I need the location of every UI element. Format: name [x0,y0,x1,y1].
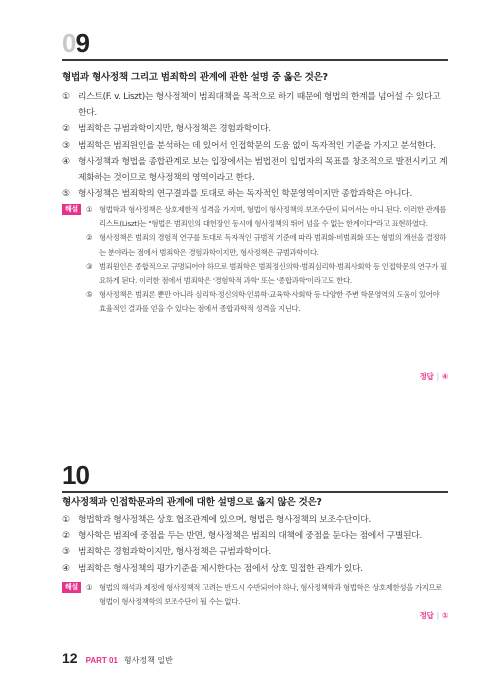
option-10-3: ③ 범죄학은 경험과학이지만, 형사정책은 규범과학이다. [62,547,271,558]
explanation-item: ① 형법의 해석과 제정에 형사정책적 고려는 반드시 수반되어야 하나, 형사정책학과 형법학은 상호제한성을 가지므로 형법이 형사정책학의 보조수단이 될 수는 없다. [86,583,443,607]
option-9-5: ⑤ 형사정책은 범죄학의 연구결과를 토대로 하는 독자적인 학문영역이지만 종합과학은 아니다. [62,189,412,200]
option-9-3: ③ 범죄학은 범죄원인을 분석하는 데 있어서 인접학문의 도움 없이 독자적인 기준을 가지고 분석한다. [62,140,436,151]
explanation-10 [62,581,448,609]
option-10-4: ④ 범죄학은 형사정책의 평가기준을 제시한다는 점에서 상호 밀접한 관계가 있다. [62,563,363,574]
explanation-item: ③ 범죄원인은 종합적으로 규명되어야 하므로 범죄학은 범죄정신의학·범죄심리학·범죄사회학 등 인접학문의 연구가 필요하게 된다. 이러한 점에서 범죄학은 '경험학적 과학' 또는 '종합과학'이라고도 한다. [86,261,447,286]
explanation-tag: 해설 [62,582,81,593]
answer-10: 정답 | ① [419,611,448,620]
options-list-10 [62,512,448,577]
question-divider [62,491,448,493]
explanation-item: ① 형법학과 형사정책은 상호제한적 성격을 가지며, 형법이 형사정책의 보조수단이 되어서는 아니 된다. 이러한 관계를 리스트(Liszt)는 "형법은 범죄인의 대헌장인 동시에 형사정책의 뛰어 넘을 수 없는 한계이다"라고 표현하였다. [86,205,447,229]
option-10-1: ① 형법학과 형사정책은 상호 협조관계에 있으며, 형법은 형사정책의 보조수단이다. [62,515,371,525]
answer-9: 정답 | ④ [419,372,448,381]
question-stem-10: 형사정책과 인접학문과의 관계에 대한 설명으로 옳지 않은 것은? [62,497,322,508]
option-9-1: ① 리스트(F. v. Liszt)는 형사정책이 범죄대책을 목적으로 하기 때문에 형법의 한계를 넘어설 수 있다고 한다. [62,92,441,119]
part-label: PART 01 [85,656,118,665]
part-title: 형사정책 일반 [123,656,173,665]
explanation-9 [62,203,448,317]
page-footer [62,650,173,666]
explanation-item: ② 형사정책은 범죄의 경험적 연구를 토대로 독자적인 규범적 기준에 따라 범죄화·비범죄화 또는 형벌의 개선을 결정하는 분야라는 점에서 범죄학은 경험과학이지만, 형사정책은 규범과학이다. [86,233,447,257]
option-9-2: ② 범죄학은 규범과학이지만, 형사정책은 경험과학이다. [62,124,271,135]
options-list-9 [62,89,448,202]
option-10-2: ② 형사학은 범죄에 중점을 두는 반면, 형사정책은 범죄의 대책에 중점을 둔다는 점에서 구별된다. [62,531,422,542]
option-9-4: ④ 형사정책과 형법을 종합관계로 보는 입장에서는 범법전이 입법자의 목표를 창조적으로 발전시키고 계제화하는 것이므로 형사정책의 영역이라고 한다. [62,156,448,184]
explanation-item: ⑤ 형사정책은 범죄론 뿐만 아니라 심리학·정신의학·인류학·교육학·사회학 등 다양한 주변 학문영역의 도움이 있어야 효율적인 결과를 얻을 수 있다는 점에서 종합과학적 성격을 지닌다. [86,290,440,314]
page-number: 12 [62,650,78,666]
explanation-tag: 해설 [62,204,81,215]
question-stem-9: 형법과 형사정책 그리고 범죄학의 관계에 관한 설명 중 옳은 것은? [62,72,328,83]
question-number-10: 10 [62,460,89,490]
question-divider [62,59,448,61]
question-number-9: 09 [62,28,89,58]
